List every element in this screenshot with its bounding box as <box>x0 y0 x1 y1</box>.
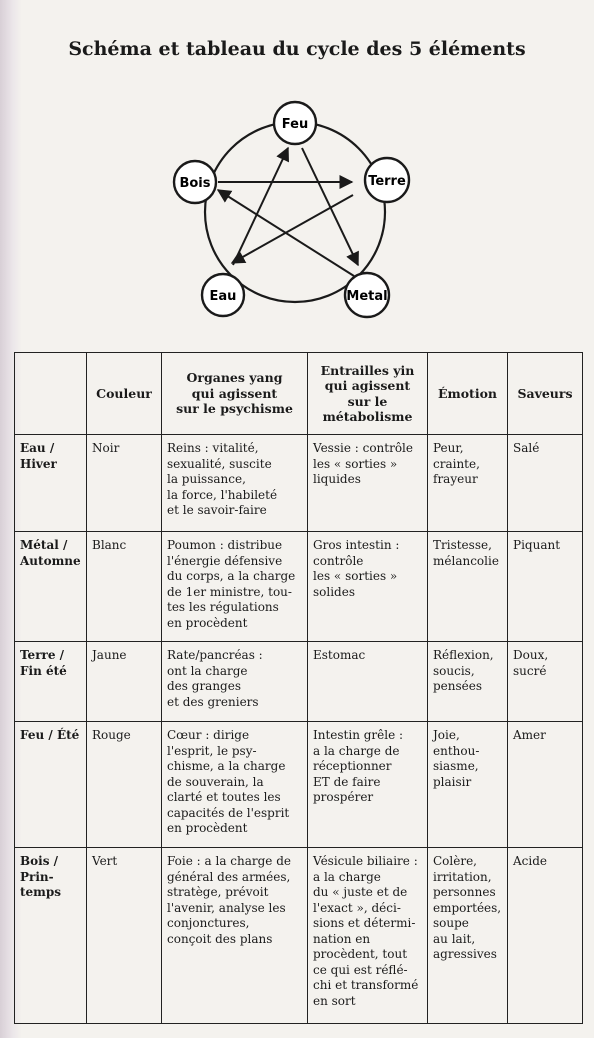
header-organes: Organes yang qui agissent sur le psychisme <box>162 353 308 435</box>
row-saveurs: Piquant <box>508 532 583 642</box>
row-entrailles: Vésicule biliaire : a la charge du « juste et de l'exact », déci- sions et détermi- nation en procèdent, tout ce qui est réflé- chi et transformé en sort <box>308 848 428 1024</box>
page-title: Schéma et tableau du cycle des 5 éléments <box>68 38 526 60</box>
row-saveurs: Acide <box>508 848 583 1024</box>
row-entrailles: Intestin grêle : a la charge de réceptionner ET de faire prospérer <box>308 722 428 848</box>
row-saveurs: Amer <box>508 722 583 848</box>
row-emotion: Réflexion, soucis, pensées <box>428 642 508 722</box>
header-entrailles: Entrailles yin qui agissent sur le métabolisme <box>308 353 428 435</box>
node-metal <box>345 273 389 317</box>
row-couleur: Noir <box>87 435 162 532</box>
node-metal-label: Metal <box>346 289 388 304</box>
row-emotion: Peur, crainte, frayeur <box>428 435 508 532</box>
table-row <box>15 435 583 532</box>
node-eau <box>202 274 244 316</box>
five-elements-diagram <box>170 100 420 320</box>
row-couleur: Jaune <box>87 642 162 722</box>
node-terre <box>365 158 409 202</box>
header-saveurs: Saveurs <box>508 353 583 435</box>
node-bois-label: Bois <box>179 176 211 191</box>
table-row <box>15 722 583 848</box>
row-entrailles: Gros intestin : contrôle les « sorties » solides <box>308 532 428 642</box>
node-feu-label: Feu <box>281 117 309 132</box>
row-couleur: Rouge <box>87 722 162 848</box>
row-organes: Foie : a la charge de général des armées, stratège, prévoit l'avenir, analyse les conjonctures, conçoit des plans <box>162 848 308 1024</box>
row-organes: Poumon : distribue l'énergie défensive du corps, a la charge de 1er ministre, tou- tes les régulations en procèdent <box>162 532 308 642</box>
header-emotion: Émotion <box>428 353 508 435</box>
row-element: Eau / Hiver <box>15 435 87 532</box>
header-element <box>15 353 87 435</box>
arrow-metal-bois <box>218 190 354 276</box>
row-element: Métal / Automne <box>15 532 87 642</box>
row-couleur: Blanc <box>87 532 162 642</box>
row-organes: Cœur : dirige l'esprit, le psy- chisme, a la charge de souverain, la clarté et toutes les capacités de l'esprit en procèdent <box>162 722 308 848</box>
row-emotion: Colère, irritation, personnes emportées, soupe au lait, agressives <box>428 848 508 1024</box>
node-eau-label: Eau <box>209 289 237 304</box>
row-couleur: Vert <box>87 848 162 1024</box>
row-emotion: Joie, enthou- siasme, plaisir <box>428 722 508 848</box>
header-couleur: Couleur <box>87 353 162 435</box>
row-organes: Reins : vitalité, sexualité, suscite la puissance, la force, l'habileté et le savoir-faire <box>162 435 308 532</box>
row-entrailles: Vessie : contrôle les « sorties » liquides <box>308 435 428 532</box>
elements-table <box>14 352 583 1024</box>
table-row <box>15 848 583 1024</box>
table-header-row <box>15 353 583 435</box>
row-organes: Rate/pancréas : ont la charge des granges et des greniers <box>162 642 308 722</box>
node-terre-label: Terre <box>368 174 406 189</box>
node-feu <box>274 102 316 144</box>
table-row <box>15 642 583 722</box>
table-row <box>15 532 583 642</box>
row-emotion: Tristesse, mélancolie <box>428 532 508 642</box>
row-element: Feu / Été <box>15 722 87 848</box>
row-element: Terre / Fin été <box>15 642 87 722</box>
row-element: Bois / Prin- temps <box>15 848 87 1024</box>
row-saveurs: Doux, sucré <box>508 642 583 722</box>
row-saveurs: Salé <box>508 435 583 532</box>
row-entrailles: Estomac <box>308 642 428 722</box>
node-bois <box>174 161 216 203</box>
